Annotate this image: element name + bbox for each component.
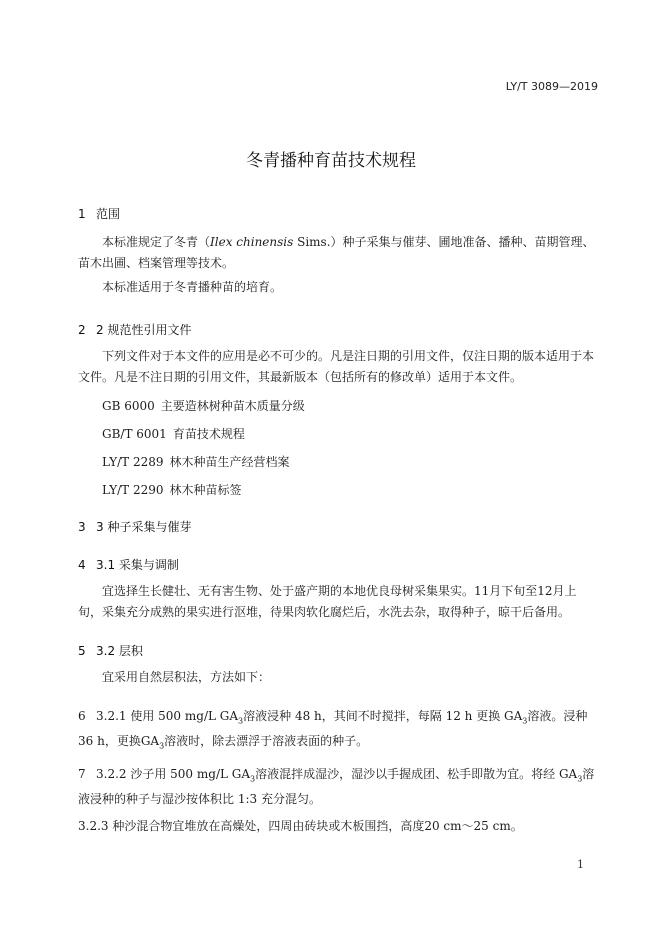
clause-text: 溶液浸种 48 h，其间不时搅拌，每隔 12 h 更换 GA — [243, 709, 523, 723]
section-title: 3 种子采集与催芽 — [96, 520, 192, 534]
clause-text: 溶液浸种的种子与湿沙按体积比 1:3 充分混匀。 — [78, 767, 595, 807]
reference-title: 林木种苗标签 — [169, 483, 242, 497]
scope-paragraph — [78, 232, 600, 274]
applicability-paragraph: 本标准适用于冬青播种苗的培育。 — [102, 280, 283, 294]
clause-text: 3.2.2 沙子用 500 mg/L GA — [96, 767, 251, 781]
reference-item — [102, 481, 242, 498]
section-heading-stratification — [78, 642, 143, 659]
reference-code: LY/T 2290 — [102, 483, 164, 497]
reference-code: GB 6000 — [102, 399, 155, 413]
clause-number: 7 — [78, 767, 86, 781]
section-heading-normative-refs — [78, 321, 191, 338]
subscript: 3 — [159, 741, 165, 751]
section-number: 1 — [78, 207, 86, 221]
page-number: 1 — [577, 858, 584, 871]
clause-text: 3.2.1 使用 500 mg/L GA — [96, 709, 239, 723]
reference-title: 主要造林树种苗木质量分级 — [160, 399, 305, 413]
clause-3-2-2 — [78, 764, 600, 810]
section-title: 3.2 层积 — [96, 644, 143, 658]
section-heading-scope — [78, 205, 120, 222]
subscript: 3 — [522, 716, 528, 726]
section-number: 4 — [78, 558, 86, 572]
subscript: 3 — [238, 716, 244, 726]
normative-refs-paragraph: 下列文件对于本文件的应用是必不可少的。凡是注日期的引用文件，仅注日期的版本适用于本文件。凡是不注日期的引用文件，其最新版本（包括所有的修改单）适用于本文件。 — [78, 349, 595, 384]
section-number: 3 — [78, 520, 86, 534]
latin-name: Ilex chinensis — [210, 235, 294, 249]
section-title: 2 规范性引用文件 — [96, 323, 192, 337]
subscript: 3 — [250, 774, 256, 784]
stratification-paragraph: 宜采用自然层积法，方法如下： — [102, 670, 271, 684]
clause-text: 溶液。浸种 36 h，更换GA — [78, 709, 588, 749]
subscript: 3 — [577, 774, 583, 784]
section-number: 5 — [78, 644, 86, 658]
section-heading-seed-collection — [78, 518, 191, 535]
clause-number: 6 — [78, 709, 86, 723]
reference-item — [102, 397, 305, 414]
section-title: 范围 — [96, 207, 121, 221]
collection-paragraph: 宜选择生长健壮、无有害生物、处于盛产期的本地优良母树采集果实。11月下旬至12月上旬，采集充分成熟的果实进行沤堆，待果肉软化腐烂后，水洗去杂，取得种子，晾干后备用。 — [78, 584, 577, 619]
clause-3-2-1 — [78, 706, 600, 757]
clause-3-2-3: 3.2.3 种沙混合物宜堆放在高燥处，四周由砖块或木板围挡，高度20 cm～25 cm。 — [78, 819, 523, 833]
reference-title: 林木种苗生产经营档案 — [169, 455, 290, 469]
reference-code: GB/T 6001 — [102, 427, 167, 441]
reference-code: LY/T 2289 — [102, 455, 164, 469]
section-heading-collection-processing — [78, 556, 179, 573]
section-title: 3.1 采集与调制 — [96, 558, 179, 572]
scope-text-b: Sims.）种子采集与催芽、圃地准备、播种、苗期管理、苗木出圃、档案管理等技术。 — [78, 235, 595, 270]
clause-text: 溶液时，除去漂浮于溶液表面的种子。 — [164, 734, 369, 749]
reference-title: 育苗技术规程 — [172, 427, 245, 441]
standard-code: LY/T 3089—2019 — [505, 80, 598, 93]
document-title: 冬青播种育苗技术规程 — [246, 151, 416, 171]
clause-text: 溶液混拌成湿沙，湿沙以手握成团、松手即散为宜。将经 GA — [255, 767, 578, 781]
reference-item — [102, 425, 245, 442]
section-number: 2 — [78, 323, 86, 337]
scope-text-a: 本标准规定了冬青（ — [102, 235, 211, 249]
reference-item — [102, 453, 290, 470]
